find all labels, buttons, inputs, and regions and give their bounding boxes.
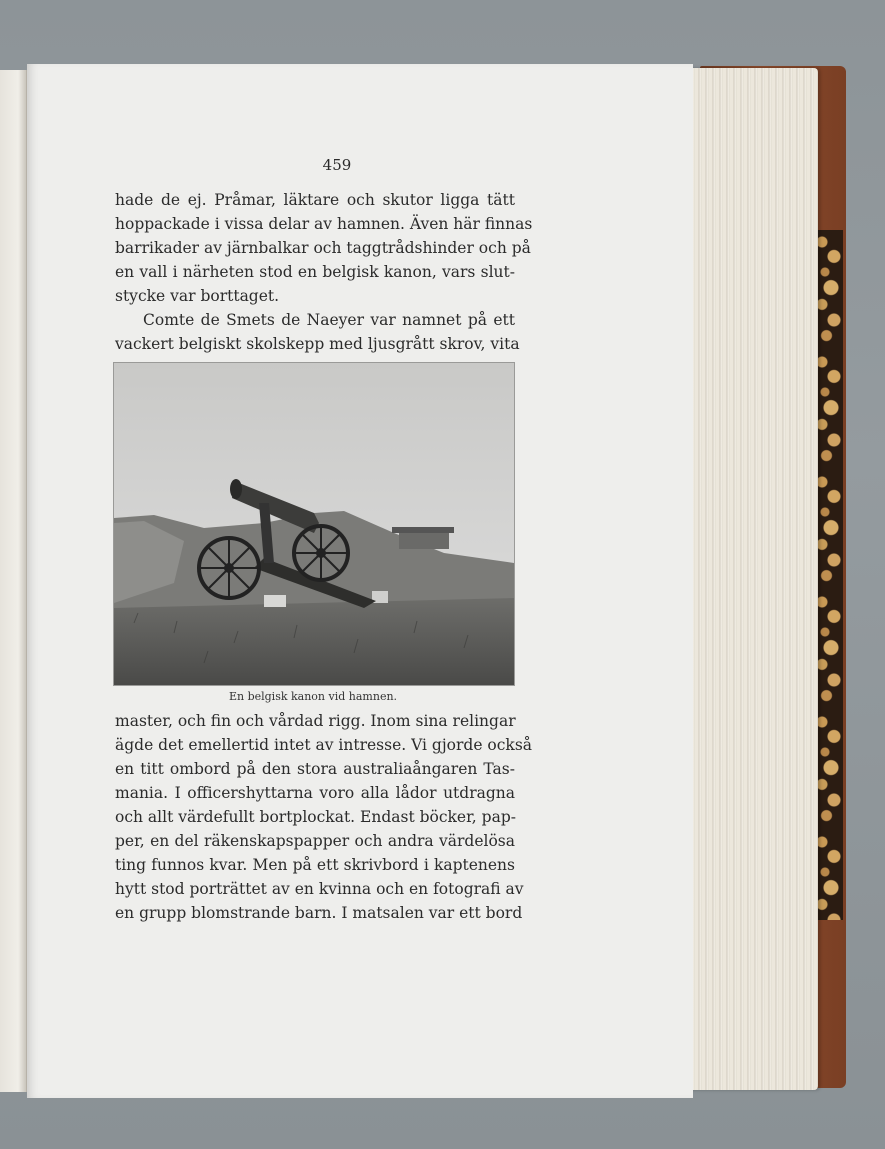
text-line: hytt stod porträttet av en kvinna och en fotografi av (115, 880, 524, 898)
page-number: 459 (322, 156, 352, 174)
text-line: mania. I officershyttarna voro alla lådor utdragna (115, 784, 515, 802)
text-line: en vall i närheten stod en belgisk kanon, vars slut- (115, 263, 515, 281)
text-line: vackert belgiskt skolskepp med ljusgrått skrov, vita (115, 335, 520, 353)
text-line: per, en del räkenskapspapper och andra värdelösa (115, 832, 515, 850)
text-block-bottom (115, 709, 533, 925)
text-line: barrikader av järnbalkar och taggtrådshinder och på (115, 239, 531, 257)
left-page-edge (0, 70, 27, 1092)
text-line: Comte de Smets de Naeyer var namnet på ett (143, 311, 515, 329)
text-line: ting funnos kvar. Men på ett skrivbord i kaptenens (115, 856, 515, 874)
text-line: ägde det emellertid intet av intresse. Vi gjorde också (115, 736, 533, 754)
text-line: stycke var borttaget. (115, 287, 280, 305)
text-line: master, och fin och vårdad rigg. Inom sina relingar (115, 712, 516, 730)
figure-caption: En belgisk kanon vid hamnen. (228, 690, 398, 703)
text-block-top (115, 188, 533, 356)
text-line: hade de ej. Pråmar, läktare och skutor ligga tätt (115, 191, 515, 209)
text-line: hoppackade i vissa delar av hamnen. Även här finnas (115, 215, 533, 233)
text-line: en titt ombord på den stora australiaångaren Tas- (115, 760, 515, 778)
text-line: och allt värdefullt bortplockat. Endast böcker, pap- (115, 808, 516, 826)
page-edges (688, 68, 818, 1090)
text-line: en grupp blomstrande barn. I matsalen var ett bord (115, 904, 523, 922)
cannon-photograph (113, 362, 515, 686)
book-page (27, 64, 693, 1098)
cannon-photo-image (114, 363, 514, 685)
